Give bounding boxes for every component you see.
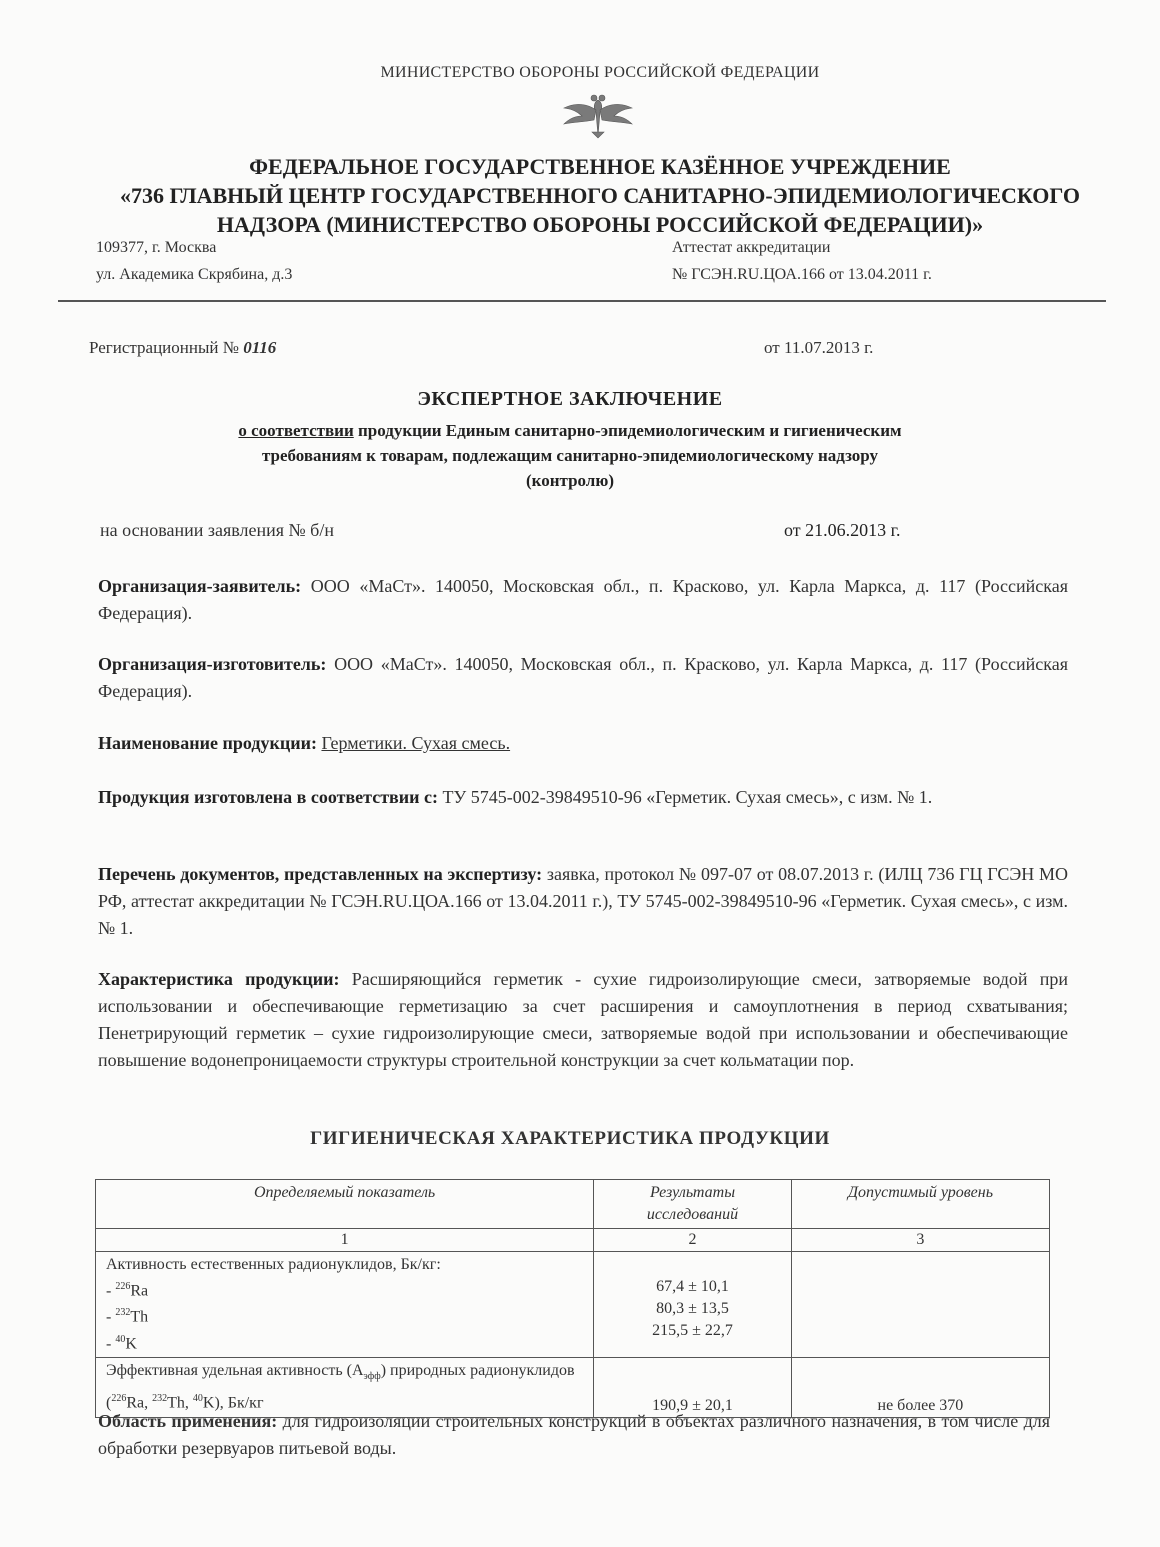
product-name-label: Наименование продукции: bbox=[98, 733, 317, 753]
documents-section bbox=[98, 861, 1068, 942]
results-header-line1: Результаты bbox=[649, 1184, 736, 1201]
column-number-1: 1 bbox=[96, 1229, 594, 1252]
org-name-line3: НАДЗОРА (МИНИСТЕРСТВО ОБОРОНЫ РОССИЙСКОЙ ФЕДЕРАЦИИ)» bbox=[216, 212, 984, 237]
org-name-line2: «736 ГЛАВНЫЙ ЦЕНТР ГОСУДАРСТВЕННОГО САНИТАРНО-ЭПИДЕМИОЛОГИЧЕСКОГО bbox=[120, 183, 1080, 208]
manufacturer-label: Организация-изготовитель: bbox=[98, 654, 327, 674]
accreditation-info bbox=[672, 234, 932, 288]
table-number-row bbox=[96, 1229, 1050, 1252]
hygiene-table bbox=[95, 1179, 1050, 1418]
nuclide-ra: - $^{226}$Ra bbox=[106, 1281, 149, 1300]
manufacturer-section bbox=[98, 651, 1068, 705]
conclusion-title: ЭКСПЕРТНОЕ ЗАКЛЮЧЕНИЕ bbox=[417, 388, 723, 410]
produced-per-text: ТУ 5745-002-39849510-96 «Герметик. Сухая смесь», с изм. № 1. bbox=[438, 787, 933, 807]
ra-value: 67,4 ± 10,1 bbox=[656, 1278, 729, 1295]
registration-value: 0116 bbox=[243, 338, 277, 357]
application-area-label: Область применения: bbox=[98, 1411, 278, 1431]
hygiene-title: ГИГИЕНИЧЕСКАЯ ХАРАКТЕРИСТИКА ПРОДУКЦИИ bbox=[310, 1128, 830, 1149]
documents-label: Перечень документов, представленных на экспертизу: bbox=[98, 864, 543, 884]
effective-activity-value: 190,9 ± 20,1 bbox=[594, 1357, 792, 1417]
registration-label: Регистрационный № bbox=[89, 338, 239, 357]
th-value: 80,3 ± 13,5 bbox=[656, 1300, 729, 1317]
subtitle-underlined: о соответствии bbox=[238, 421, 354, 440]
basis-text: на основании заявления № б/н bbox=[100, 520, 334, 540]
application-area-section bbox=[98, 1408, 1050, 1462]
applicant-label: Организация-заявитель: bbox=[98, 576, 302, 596]
subtitle-line1: продукции Единым санитарно-эпидемиологическим и гигиеническим bbox=[353, 421, 902, 440]
effective-activity-cell: Эффективная удельная активность $(A_{эфф})$ природных радионуклидов ($^{226}$Ra, $^{232}$Th, $^{40}$K), Бк/кг bbox=[96, 1357, 594, 1417]
table-header-row bbox=[96, 1180, 1050, 1229]
product-name-section bbox=[98, 730, 1068, 757]
registration-number bbox=[89, 338, 276, 358]
accreditation-label: Аттестат аккредитации bbox=[672, 239, 831, 256]
product-name-value: Герметики. Сухая смесь. bbox=[321, 733, 511, 753]
organization-name bbox=[0, 152, 1160, 239]
applicant-text: ООО «МаСт». 140050, Московская обл., п. Красково, ул. Карла Маркса, д. 117 (Российская Федерация). bbox=[98, 576, 1068, 623]
address-city: 109377, г. Москва bbox=[96, 239, 217, 256]
radionuclide-activity-cell bbox=[96, 1252, 594, 1358]
characteristics-text: Расширяющийся герметик - сухие гидроизолирующие смеси, затворяемые водой при использовании и обеспечивающие герметизацию за счет расширения и самоуплотнения в период схватывания; Пенетрирующий герметик – сухие гидроизолирующие смеси, затворяемые водой при использовании и обеспечивающие повышение водонепроницаемости структуры строительной конструкции за счет кольматации пор. bbox=[98, 969, 1069, 1070]
basis-date: от 21.06.2013 г. bbox=[784, 520, 901, 540]
table-row bbox=[96, 1252, 1050, 1358]
ministry-header: МИНИСТЕРСТВО ОБОРОНЫ РОССИЙСКОЙ ФЕДЕРАЦИИ bbox=[380, 64, 820, 81]
effective-activity-limit: не более 370 bbox=[791, 1357, 1049, 1417]
double-headed-eagle-emblem bbox=[558, 92, 638, 142]
header-divider bbox=[58, 300, 1106, 302]
characteristics-section bbox=[98, 966, 1068, 1074]
org-name-line1: ФЕДЕРАЛЬНОЕ ГОСУДАРСТВЕННОЕ КАЗЁННОЕ УЧРЕЖДЕНИЕ bbox=[249, 154, 951, 179]
radionuclide-limit-cell bbox=[791, 1252, 1049, 1358]
subtitle-line2: требованиям к товарам, подлежащим санитарно-эпидемиологическому надзору bbox=[261, 446, 879, 465]
conclusion-subtitle bbox=[110, 418, 1030, 493]
radionuclide-results-cell bbox=[594, 1252, 792, 1358]
registration-date: от 11.07.2013 г. bbox=[764, 338, 874, 357]
organization-address bbox=[96, 234, 292, 288]
address-street: ул. Академика Скрябина, д.3 bbox=[96, 266, 293, 283]
column-number-3: 3 bbox=[791, 1229, 1049, 1252]
subtitle-line3: (контролю) bbox=[525, 471, 614, 490]
column-header-indicator: Определяемый показатель bbox=[96, 1180, 594, 1229]
produced-per-label: Продукция изготовлена в соответствии с: bbox=[98, 787, 439, 807]
accreditation-number: № ГСЭН.RU.ЦОА.166 от 13.04.2011 г. bbox=[672, 266, 932, 283]
column-header-limit: Допустимый уровень bbox=[791, 1180, 1049, 1229]
nuclide-th: - $^{232}$Th bbox=[106, 1307, 149, 1326]
application-area-text: для гидроизоляции строительных конструкций в объектах различного назначения, в том числе для обработки резервуаров питьевой воды. bbox=[98, 1411, 1051, 1458]
column-number-2: 2 bbox=[594, 1229, 792, 1252]
nuclide-k: - $^{40}$K bbox=[106, 1333, 137, 1352]
characteristics-label: Характеристика продукции: bbox=[98, 969, 340, 989]
applicant-section bbox=[98, 573, 1068, 627]
documents-text: заявка, протокол № 097-07 от 08.07.2013 г. (ИЛЦ 736 ГЦ ГСЭН МО РФ, аттестат аккредитации № ГСЭН.RU.ЦОА.166 от 13.04.2011 г.), ТУ 5745-002-39849510-96 «Герметик. Сухая смесь», с изм. № 1. bbox=[98, 864, 1069, 938]
produced-per-section bbox=[98, 784, 1068, 811]
row1-title: Активность естественных радионуклидов, Бк/кг: bbox=[106, 1256, 441, 1273]
results-header-line2: исследований bbox=[646, 1206, 739, 1223]
k-value: 215,5 ± 22,7 bbox=[652, 1322, 733, 1339]
column-header-results bbox=[594, 1180, 792, 1229]
manufacturer-text: ООО «МаСт». 140050, Московская обл., п. Красково, ул. Карла Маркса, д. 117 (Российская Федерация). bbox=[98, 654, 1068, 701]
